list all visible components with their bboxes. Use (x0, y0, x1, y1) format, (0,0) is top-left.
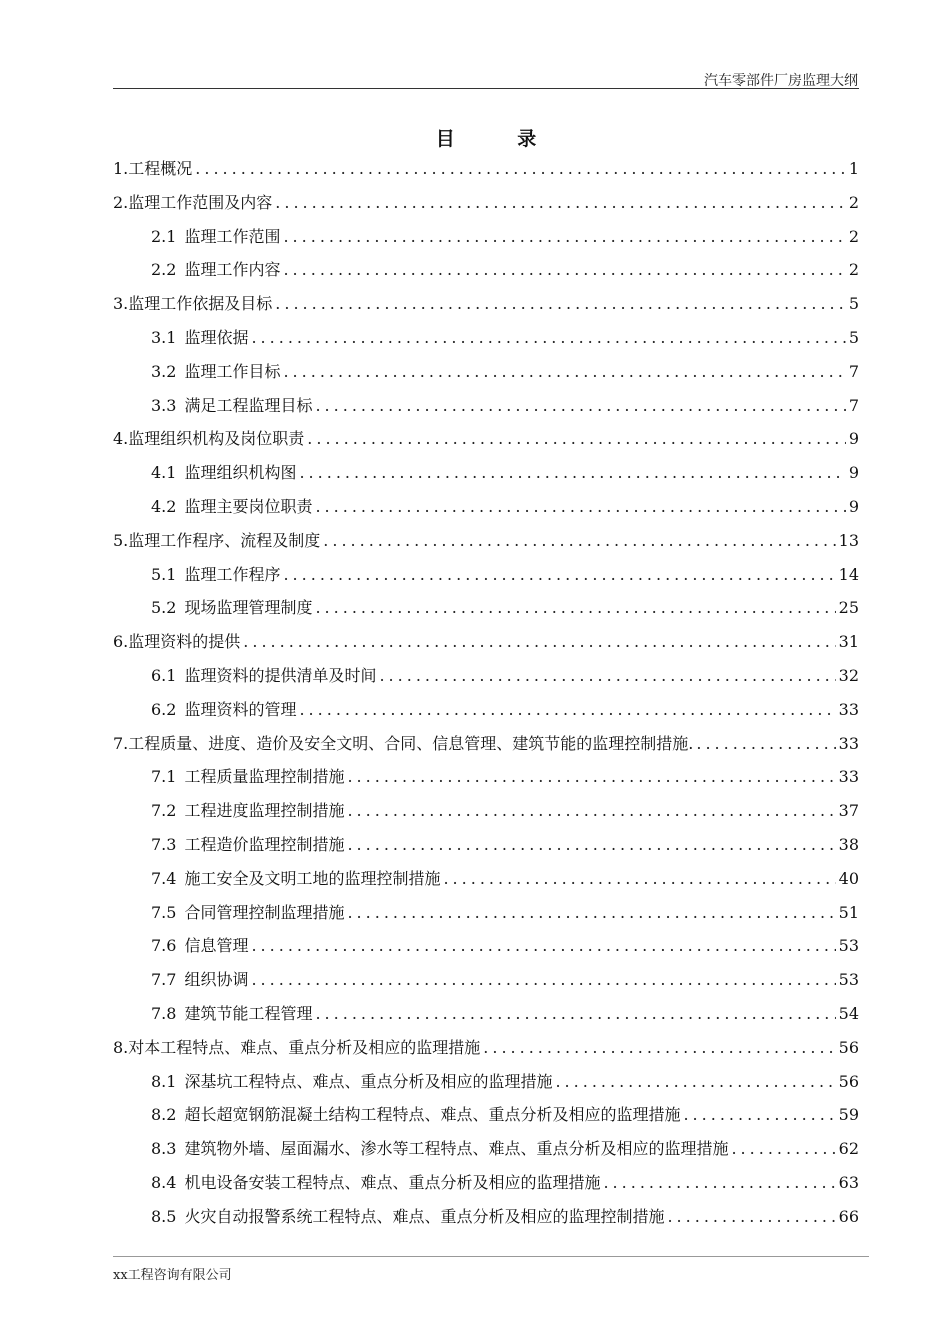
toc-dot-leader (251, 321, 845, 355)
toc-entry-page: 2 (848, 260, 859, 280)
toc-entry[interactable] (113, 1065, 859, 1099)
toc-entry-number: 7.8 (151, 1003, 177, 1023)
toc-entry-number: 4.2 (151, 496, 177, 516)
toc-entry[interactable] (113, 1098, 859, 1132)
toc-dot-leader (307, 422, 846, 456)
toc-entry[interactable] (113, 963, 859, 997)
toc-entry[interactable] (113, 625, 859, 659)
toc-entry-page: 56 (838, 1071, 859, 1091)
toc-entry-label: 监理组织机构图 (184, 463, 297, 483)
toc-entry-page: 56 (838, 1037, 859, 1057)
toc-entry-number: 5.2 (151, 598, 177, 618)
toc-entry-label: 监理工作内容 (184, 260, 281, 280)
toc-entry[interactable] (113, 490, 859, 524)
toc-dot-leader (555, 1065, 835, 1099)
toc-entry-number: 4. (113, 429, 129, 449)
toc-entry[interactable] (113, 152, 859, 186)
toc-dot-leader (315, 997, 835, 1031)
toc-entry-label: 监理资料的提供 (128, 632, 241, 652)
toc-entry[interactable] (113, 828, 859, 862)
toc-entry[interactable] (113, 862, 859, 896)
toc-entry[interactable] (113, 1031, 859, 1065)
toc-entry-label: 工程进度监理控制措施 (184, 801, 345, 821)
toc-dot-leader (731, 1132, 835, 1166)
toc-entry-number: 3.2 (151, 361, 177, 381)
toc-dot-leader (283, 253, 845, 287)
running-header-title: 汽车零部件厂房监理大纲 (704, 73, 858, 89)
toc-entry-number: 7.5 (151, 902, 177, 922)
toc-dot-leader (315, 490, 845, 524)
toc-dot-leader (443, 862, 835, 896)
toc-entry[interactable] (113, 422, 859, 456)
toc-entry-number: 3. (113, 294, 129, 314)
toc-entry-label: 超长超宽钢筋混凝土结构工程特点、难点、重点分析及相应的监理措施 (184, 1105, 681, 1125)
footer-divider (113, 1256, 869, 1257)
toc-entry[interactable] (113, 760, 859, 794)
toc-entry-number: 7. (113, 733, 129, 753)
toc-entry[interactable] (113, 896, 859, 930)
toc-entry[interactable] (113, 558, 859, 592)
toc-entry-label: 对本工程特点、难点、重点分析及相应的监理措施 (128, 1037, 481, 1057)
toc-entry-number: 7.4 (151, 868, 177, 888)
toc-entry-page: 31 (838, 632, 859, 652)
toc-entry[interactable] (113, 659, 859, 693)
toc-entry-label: 工程质量监理控制措施 (184, 767, 345, 787)
toc-entry-page: 33 (838, 733, 859, 753)
toc-entry-label: 建筑节能工程管理 (184, 1003, 313, 1023)
toc-entry-page: 9 (848, 429, 859, 449)
toc-entry-label: 机电设备安装工程特点、难点、重点分析及相应的监理措施 (184, 1172, 601, 1192)
toc-entry-label: 监理工作程序、流程及制度 (128, 530, 321, 550)
toc-dot-leader (275, 186, 846, 220)
toc-entry-number: 8. (113, 1037, 129, 1057)
toc-entry-label: 工程造价监理控制措施 (184, 834, 345, 854)
header-divider (113, 88, 859, 89)
toc-entry-page: 53 (838, 936, 859, 956)
toc-entry-page: 1 (848, 159, 859, 178)
toc-entry-label: 施工安全及文明工地的监理控制措施 (184, 868, 441, 888)
toc-dot-leader (195, 152, 846, 186)
toc-entry-number: 6.2 (151, 699, 177, 719)
toc-entry[interactable] (113, 727, 859, 761)
footer-company: xx工程咨询有限公司 (113, 1268, 232, 1283)
toc-entry-number: 2.1 (151, 226, 177, 246)
toc-dot-leader (251, 963, 835, 997)
toc-entry-label: 满足工程监理目标 (184, 395, 313, 415)
toc-entry[interactable] (113, 1200, 859, 1234)
toc-entry-page: 5 (848, 327, 859, 347)
toc-entry-label: 工程概况 (128, 159, 193, 178)
toc-entry[interactable] (113, 929, 859, 963)
toc-entry-number: 4.1 (151, 463, 177, 483)
toc-entry-page: 32 (838, 665, 859, 685)
toc-entry-page: 2 (848, 192, 859, 212)
toc-entry[interactable] (113, 253, 859, 287)
toc-dot-leader (275, 287, 846, 321)
toc-entry-page: 9 (848, 496, 859, 516)
toc-dot-leader (251, 929, 835, 963)
toc-entry-label: 监理资料的提供清单及时间 (184, 665, 377, 685)
toc-dot-leader (315, 389, 845, 423)
toc-entry-number: 7.3 (151, 834, 177, 854)
toc-dot-leader (299, 693, 835, 727)
toc-entry-page: 59 (838, 1105, 859, 1125)
toc-entry-page: 9 (848, 463, 859, 483)
toc-entry-label: 监理主要岗位职责 (184, 496, 313, 516)
toc-entry-number: 2.2 (151, 260, 177, 280)
toc-entry-label: 信息管理 (184, 936, 249, 956)
toc-entry-page: 62 (838, 1139, 859, 1159)
toc-entry-number: 8.5 (151, 1206, 177, 1226)
toc-dot-leader (347, 828, 835, 862)
toc-entry[interactable] (113, 997, 859, 1031)
toc-entry-page: 63 (838, 1172, 859, 1192)
toc-entry-label: 监理资料的管理 (184, 699, 297, 719)
toc-entry-label: 监理工作范围及内容 (128, 192, 273, 212)
toc-dot-leader (283, 355, 845, 389)
toc-entry-number: 5. (113, 530, 129, 550)
toc-entry-label: 监理组织机构及岗位职责 (128, 429, 305, 449)
toc-entry-label: 建筑物外墙、屋面漏水、渗水等工程特点、难点、重点分析及相应的监理措施 (184, 1139, 729, 1159)
toc-entry[interactable] (113, 524, 859, 558)
toc-dot-leader (283, 220, 845, 254)
toc-entry-number: 6. (113, 632, 129, 652)
toc-title: 目 录 (435, 128, 565, 150)
toc-entry-page: 66 (838, 1206, 859, 1226)
table-of-contents (113, 152, 859, 1234)
toc-dot-leader (667, 1200, 835, 1234)
toc-entry-number: 6.1 (151, 665, 177, 685)
toc-entry[interactable] (113, 220, 859, 254)
toc-entry[interactable] (113, 287, 859, 321)
toc-entry-page: 54 (838, 1003, 859, 1023)
toc-entry-page: 2 (848, 226, 859, 246)
toc-entry-label: 监理依据 (184, 327, 249, 347)
toc-dot-leader (315, 591, 835, 625)
toc-entry[interactable] (113, 355, 859, 389)
toc-entry-page: 25 (838, 598, 859, 618)
toc-entry-page: 13 (838, 530, 859, 550)
toc-entry[interactable] (113, 186, 859, 220)
toc-dot-leader (683, 1098, 835, 1132)
toc-dot-leader (483, 1031, 835, 1065)
toc-dot-leader (299, 456, 845, 490)
toc-entry-number: 2. (113, 192, 129, 212)
toc-entry-page: 14 (838, 564, 859, 584)
toc-entry-number: 8.1 (151, 1071, 177, 1091)
toc-entry-label: 监理工作目标 (184, 361, 281, 381)
toc-entry[interactable] (113, 1166, 859, 1200)
toc-entry-number: 3.3 (151, 395, 177, 415)
toc-entry-page: 40 (838, 868, 859, 888)
toc-entry[interactable] (113, 591, 859, 625)
toc-entry-page: 38 (838, 834, 859, 854)
toc-entry-label: 火灾自动报警系统工程特点、难点、重点分析及相应的监理控制措施 (184, 1206, 665, 1226)
toc-entry-label: 监理工作范围 (184, 226, 281, 246)
toc-entry-page: 33 (838, 699, 859, 719)
toc-dot-leader (696, 727, 835, 761)
toc-entry-page: 7 (848, 361, 859, 381)
toc-entry-label: 现场监理管理制度 (184, 598, 313, 618)
toc-entry-label: 监理工作程序 (184, 564, 281, 584)
toc-entry-number: 7.1 (151, 767, 177, 787)
toc-entry-page: 33 (838, 767, 859, 787)
toc-dot-leader (347, 896, 835, 930)
toc-entry[interactable] (113, 456, 859, 490)
toc-dot-leader (243, 625, 835, 659)
toc-entry-number: 8.4 (151, 1172, 177, 1192)
toc-entry-number: 8.2 (151, 1105, 177, 1125)
toc-entry-label: 合同管理控制监理措施 (184, 902, 345, 922)
toc-entry-page: 5 (848, 294, 859, 314)
toc-entry-page: 51 (838, 902, 859, 922)
toc-entry-number: 7.7 (151, 970, 177, 990)
toc-dot-leader (283, 558, 835, 592)
toc-entry-page: 53 (838, 970, 859, 990)
toc-entry-label: 深基坑工程特点、难点、重点分析及相应的监理措施 (184, 1071, 553, 1091)
toc-entry-label: 工程质量、进度、造价及安全文明、合同、信息管理、建筑节能的监理控制措施. (128, 733, 694, 753)
toc-entry-page: 7 (848, 395, 859, 415)
toc-entry[interactable] (113, 321, 859, 355)
toc-dot-leader (323, 524, 835, 558)
toc-entry-label: 组织协调 (184, 970, 249, 990)
toc-dot-leader (347, 760, 835, 794)
toc-entry-page: 37 (838, 801, 859, 821)
toc-entry-number: 8.3 (151, 1139, 177, 1159)
toc-dot-leader (347, 794, 835, 828)
toc-entry-number: 7.2 (151, 801, 177, 821)
toc-entry[interactable] (113, 693, 859, 727)
toc-entry[interactable] (113, 1132, 859, 1166)
toc-entry-number: 7.6 (151, 936, 177, 956)
toc-entry-label: 监理工作依据及目标 (128, 294, 273, 314)
toc-dot-leader (379, 659, 835, 693)
toc-dot-leader (603, 1166, 835, 1200)
toc-entry-number: 1. (113, 159, 129, 178)
toc-entry[interactable] (113, 794, 859, 828)
toc-entry-number: 3.1 (151, 327, 177, 347)
toc-entry[interactable] (113, 389, 859, 423)
toc-entry-number: 5.1 (151, 564, 177, 584)
